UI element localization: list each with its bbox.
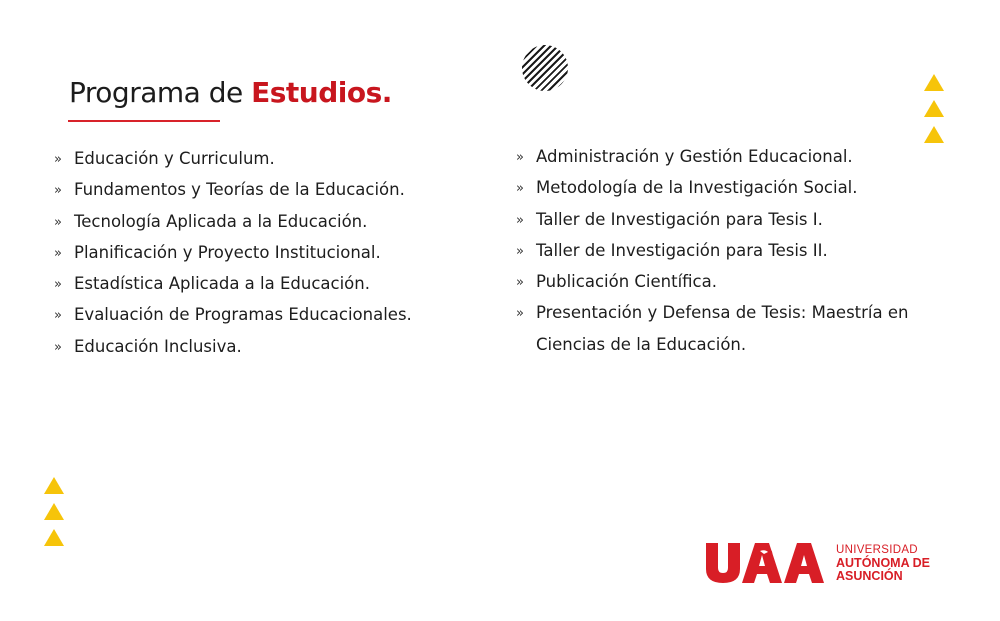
double-chevron-icon: » — [516, 150, 524, 165]
list-item — [54, 237, 412, 268]
double-chevron-icon: » — [54, 308, 62, 324]
list-item — [516, 172, 956, 203]
course-name: Estadística Aplicada a la Educación. — [74, 274, 370, 294]
course-name: Educación Inclusiva. — [74, 336, 242, 356]
course-name: Fundamentos y Teorías de la Educación. — [74, 180, 405, 200]
university-logo — [705, 540, 945, 592]
double-chevron-icon: » — [516, 212, 524, 228]
double-chevron-icon: » — [516, 275, 524, 291]
triangle-icon — [924, 74, 944, 91]
course-name: Administración y Gestión Educacional. — [536, 147, 853, 166]
course-name: Evaluación de Programas Educacionales. — [74, 305, 412, 325]
triangle-stack-bottom-left — [44, 477, 64, 546]
double-chevron-icon: » — [516, 181, 524, 197]
logo-line-3: ASUNCIÓN — [836, 569, 903, 583]
striped-circle-icon — [522, 45, 568, 91]
list-item — [516, 235, 956, 266]
list-item — [54, 331, 412, 362]
logo-line-1: UNIVERSIDAD — [836, 544, 918, 556]
list-item — [516, 204, 956, 235]
list-item — [516, 266, 956, 297]
logo-line-2: AUTÓNOMA DE — [836, 556, 930, 570]
triangle-icon — [924, 100, 944, 117]
list-item — [516, 297, 956, 360]
double-chevron-icon: » — [54, 245, 62, 261]
course-list-right — [516, 141, 956, 360]
list-item — [54, 268, 412, 299]
course-name: Publicación Científica. — [536, 272, 717, 292]
course-name: Metodología de la Investigación Social. — [536, 178, 858, 198]
list-item — [54, 174, 412, 205]
list-item — [54, 206, 412, 237]
list-item — [54, 143, 412, 174]
course-name: Planificación y Proyecto Institucional. — [74, 242, 381, 262]
uaa-logo-mark — [705, 540, 827, 584]
course-name: Taller de Investigación para Tesis I. — [536, 209, 823, 229]
double-chevron-icon: » — [516, 243, 524, 259]
title-prefix: Programa de — [69, 76, 252, 109]
course-name: Educación y Curriculum. — [74, 149, 275, 168]
title-accent: Estudios. — [251, 76, 392, 109]
double-chevron-icon: » — [516, 306, 524, 322]
course-name: Tecnología Aplicada a la Educación. — [74, 211, 368, 231]
course-name: Presentación y Defensa de Tesis: Maestría en Ciencias de la Educación. — [536, 303, 909, 354]
double-chevron-icon: » — [54, 214, 62, 230]
list-item — [516, 141, 956, 172]
triangle-stack-top-right — [924, 74, 944, 143]
double-chevron-icon: » — [54, 339, 62, 355]
double-chevron-icon: » — [54, 277, 62, 293]
page-title — [69, 76, 392, 109]
course-list-left — [54, 143, 412, 362]
course-name: Taller de Investigación para Tesis II. — [536, 240, 828, 260]
double-chevron-icon: » — [54, 152, 62, 167]
double-chevron-icon: » — [54, 183, 62, 199]
triangle-icon — [44, 529, 64, 546]
triangle-icon — [44, 477, 64, 494]
logo-wordmark — [836, 544, 930, 583]
triangle-icon — [44, 503, 64, 520]
title-underline — [68, 120, 220, 122]
list-item — [54, 299, 412, 330]
